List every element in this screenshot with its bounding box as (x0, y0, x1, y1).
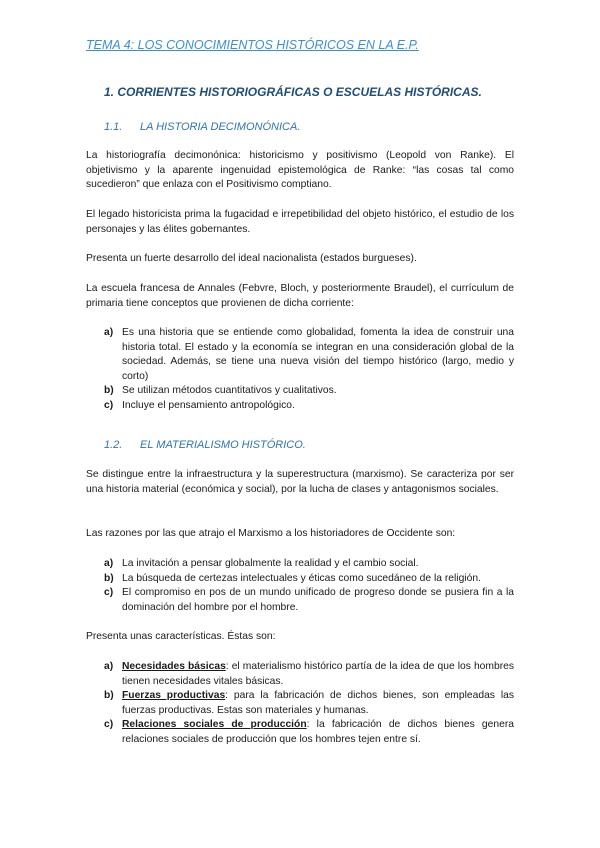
list-marker: c) (104, 719, 114, 731)
list-item (104, 557, 514, 572)
list-item-text: : para la fabricación de dichos bienes, son empleadas las fuerzas productivas. Estas son materiales y humanas. (122, 690, 514, 716)
list-marker: c) (104, 399, 114, 411)
paragraph: Presenta un fuerte desarrollo del ideal nacionalista (estados burgueses). (86, 253, 417, 264)
list-marker: c) (104, 587, 114, 599)
list-item (104, 399, 514, 414)
list-item (104, 660, 514, 689)
subsection-number: 1.2. (104, 439, 123, 451)
list-marker: b) (104, 385, 114, 397)
annales-list (104, 326, 514, 414)
list-item-text: : el materialismo histórico partía de la idea de que los hombres tienen necesidades vitales básicas. (122, 661, 515, 687)
subsection-heading-1-2 (104, 439, 306, 451)
paragraph: Se distingue entre la infraestructura y la superestructura (marxismo). Se caracteriza por ser una historia material (económica y social), por la lucha de clases y antagonismos sociales. (86, 469, 514, 495)
paragraph: El legado historicista prima la fugacidad e irrepetibilidad del objeto histórico, el estudio de los personajes y las élites gobernantes. (86, 209, 514, 235)
list-item (104, 689, 514, 718)
list-item-text: : la fabricación de dichos bienes genera relaciones sociales de producción que los hombres tejen entre sí. (122, 719, 514, 745)
subsection-title: LA HISTORIA DECIMONÓNICA. (140, 121, 301, 133)
subsection-number: 1.1. (104, 121, 123, 133)
list-item-term: Relaciones sociales de producción (122, 719, 307, 731)
list-item (104, 718, 514, 747)
characteristics-list (104, 660, 514, 748)
list-marker: b) (104, 572, 114, 584)
list-item-text: El compromiso en pos de un mundo unificado de progreso donde se pusiera fin a la dominación del hombre por el hombre. (122, 587, 514, 613)
document-title: TEMA 4: LOS CONOCIMIENTOS HISTÓRICOS EN LA E.P. (86, 38, 419, 52)
list-item (104, 572, 514, 587)
paragraph: La historiografía decimonónica: historicismo y positivismo (Leopold von Ranke). El objetivismo y la aparente ingenuidad epistemológica de Ranke: “las cosas tal como sucedieron” que enlaza con el Positivismo comptiano. (86, 150, 514, 191)
paragraph: Las razones por las que atrajo el Marxismo a los historiadores de Occidente son: (86, 528, 456, 539)
list-item-term: Fuerzas productivas (122, 690, 226, 702)
list-marker: a) (104, 661, 114, 672)
subsection-heading-1-1 (104, 121, 300, 133)
list-marker: b) (104, 690, 114, 702)
paragraph: Presenta unas características. Éstas son: (86, 631, 276, 642)
list-item (104, 384, 514, 399)
paragraph: La escuela francesa de Annales (Febvre, Bloch, y posteriormente Braudel), el currículum de primaria tiene conceptos que provienen de dicha corriente: (86, 283, 514, 309)
subsection-title: EL MATERIALISMO HISTÓRICO. (140, 439, 306, 451)
section-heading-1: 1. CORRIENTES HISTORIOGRÁFICAS O ESCUELAS HISTÓRICAS. (104, 85, 482, 99)
list-item (104, 586, 514, 615)
list-item-text: Se utilizan métodos cuantitativos y cualitativos. (122, 385, 337, 397)
list-item-term: Necesidades básicas (122, 661, 226, 672)
list-item-text: La invitación a pensar globalmente la realidad y el cambio social. (122, 558, 419, 569)
list-item-text: Es una historia que se entiende como globalidad, fomenta la idea de construir una historia total. El estado y la economía se integran en una consideración global de la sociedad. Además, se tiene una nueva visión del tiempo histórico (largo, medio y corto) (122, 327, 514, 382)
list-marker: a) (104, 327, 114, 338)
marxism-reasons-list (104, 557, 514, 615)
list-item (104, 326, 514, 384)
list-item-text: Incluye el pensamiento antropológico. (122, 399, 295, 411)
list-marker: a) (104, 558, 114, 569)
list-item-text: La búsqueda de certezas intelectuales y éticas como sucedáneo de la religión. (122, 572, 481, 584)
